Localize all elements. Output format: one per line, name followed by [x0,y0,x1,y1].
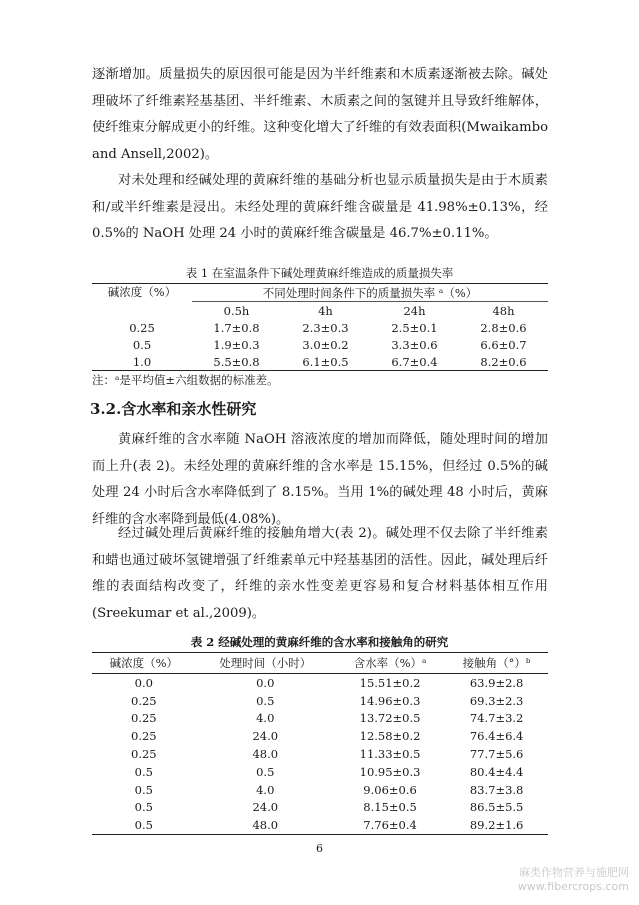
table-row [92,336,548,353]
watermark-url: www.fibercrops.com [517,880,629,893]
watermark-site-name: 麻类作物营养与施肥网 [519,866,629,879]
table-cell: 86.5±5.5 [469,800,524,815]
table-cell: 1.9±0.3 [213,337,260,352]
table-cell: 0.25 [131,711,157,726]
table1-col-concentration-header: 碱浓度（%） [107,285,177,299]
table1-caption: 表 1 在室温条件下碱处理黄麻纤维造成的质量损失率 [185,266,454,280]
table-cell: 77.7±5.6 [469,747,524,762]
table-cell: 1.0 [132,354,152,369]
paragraph-moisture-content: 黄麻纤维的含水率随 NaOH 溶液浓度的增加而降低，随处理时间的增加而上升(表 2)。未经处理的黄麻纤维的含水率是 15.15%，但经过 0.5%的碱处理 24 小时后含水率降低到了 8.15%。当用 1%的碱处理 48 小时后，黄麻纤维的含水率降到最低(4.08%)。 [92,432,548,527]
table-cell: 12.58±0.2 [359,729,421,744]
table-cell: 4.0 [256,782,275,797]
table-row [92,353,548,371]
table1-mass-loss [92,283,548,371]
table-cell: 80.4±4.4 [469,764,524,779]
table-row [92,727,548,745]
table-cell: 3.0±0.2 [302,337,349,352]
table-cell: 0.25 [131,729,157,744]
table-row [92,816,548,834]
table1-time-header: 0.5h [192,302,281,320]
table1-time-header: 24h [370,302,459,320]
table-cell: 0.25 [129,320,155,335]
table-cell: 15.51±0.2 [359,675,421,690]
table-cell: 0.25 [131,747,157,762]
table-cell: 14.96±0.3 [359,693,421,708]
table-cell: 8.2±0.6 [480,354,527,369]
table-cell: 89.2±1.6 [469,818,524,833]
table-cell: 7.76±0.4 [363,818,417,833]
table-cell: 10.95±0.3 [359,764,421,779]
table-cell: 76.4±6.4 [469,729,524,744]
table-cell: 83.7±3.8 [469,782,524,797]
table-cell: 0.5 [256,764,275,779]
section-heading: 3.2.含水率和亲水性研究 [90,400,257,418]
table-cell: 48.0 [252,747,279,762]
table-row [92,692,548,710]
table-cell: 9.06±0.6 [363,782,417,797]
table-row [92,799,548,817]
table-cell: 0.5 [134,782,153,797]
table-cell: 0.5 [256,693,275,708]
table-row [92,710,548,728]
table2-header-contact-angle: 接触角（°）ᵇ [445,653,548,674]
table-row [92,763,548,781]
table-cell: 6.7±0.4 [391,354,438,369]
table-cell: 0.5 [134,800,153,815]
table1-footnote: 注：ᵃ是平均值±六组数据的标准差。 [92,373,279,387]
table-row [92,674,548,692]
table-cell: 4.0 [256,711,275,726]
paragraph-elemental-analysis: 对未处理和经碱处理的黄麻纤维的基础分析也显示质量损失是由于木质素和/或半纤维素是浸出。未经处理的黄麻纤维含碳量是 41.98%±0.13%，经 0.5%的 NaOH 处理 24 小时的黄麻纤维含碳量是 46.7%±0.11%。 [92,173,548,241]
table-cell: 74.7±3.2 [469,711,524,726]
table2-caption: 表 2 经碱处理的黄麻纤维的含水率和接触角的研究 [190,635,449,649]
table-cell: 0.25 [131,693,157,708]
table-row [92,781,548,799]
table-cell: 5.5±0.8 [213,354,260,369]
table-cell: 0.0 [256,675,275,690]
table-cell: 1.7±0.8 [213,320,260,335]
table-cell: 0.5 [134,818,153,833]
table-cell: 2.5±0.1 [391,320,438,335]
table2-header-time: 处理时间（小时） [196,653,335,674]
table-cell: 6.6±0.7 [480,337,527,352]
paragraph-contact-angle: 经过碱处理后黄麻纤维的接触角增大(表 2)。碱处理不仅去除了半纤维素和蜡也通过破坏氢键增强了纤维素单元中羟基基团的活性。因此，碱处理后纤维的表面结构改变了，纤维的亲水性变差更容易和复合材料基体相互作用(Sreekumar et al.,2009)。 [92,526,548,621]
table-cell: 24.0 [252,800,279,815]
table2-moisture-contact-angle [92,652,548,835]
table-cell: 2.8±0.6 [480,320,527,335]
table-cell: 11.33±0.5 [359,747,421,762]
table-cell: 0.5 [134,764,153,779]
table-cell: 63.9±2.8 [469,675,524,690]
table-row [92,319,548,336]
paragraph-mass-loss-cause: 逐渐增加。质量损失的原因很可能是因为半纤维素和木质素逐渐被去除。碱处理破坏了纤维素羟基基团、半纤维素、木质素之间的氢键并且导致纤维解体，使纤维束分解成更小的纤维。这种变化增大了纤维的有效表面积(Mwaikambo and Ansell,2002)。 [92,67,549,162]
table-cell: 24.0 [252,729,279,744]
table-cell: 48.0 [252,818,279,833]
table1-group-header: 不同处理时间条件下的质量损失率 ᵃ（%） [262,285,478,300]
table-cell: 69.3±2.3 [469,693,524,708]
table1-time-header: 48h [459,302,548,320]
table-cell: 0.5 [132,337,152,352]
table-cell: 13.72±0.5 [359,711,421,726]
table2-header-moisture: 含水率（%）ᵃ [335,653,445,674]
table2-header-concentration: 碱浓度（%） [92,653,196,674]
table-cell: 2.3±0.3 [302,320,349,335]
table-cell: 3.3±0.6 [391,337,438,352]
table-cell: 0.0 [134,675,153,690]
table1-time-header: 4h [281,302,370,320]
page-number: 6 [316,842,323,855]
table-row [92,745,548,763]
table-cell: 6.1±0.5 [302,354,349,369]
table-cell: 8.15±0.5 [363,800,417,815]
